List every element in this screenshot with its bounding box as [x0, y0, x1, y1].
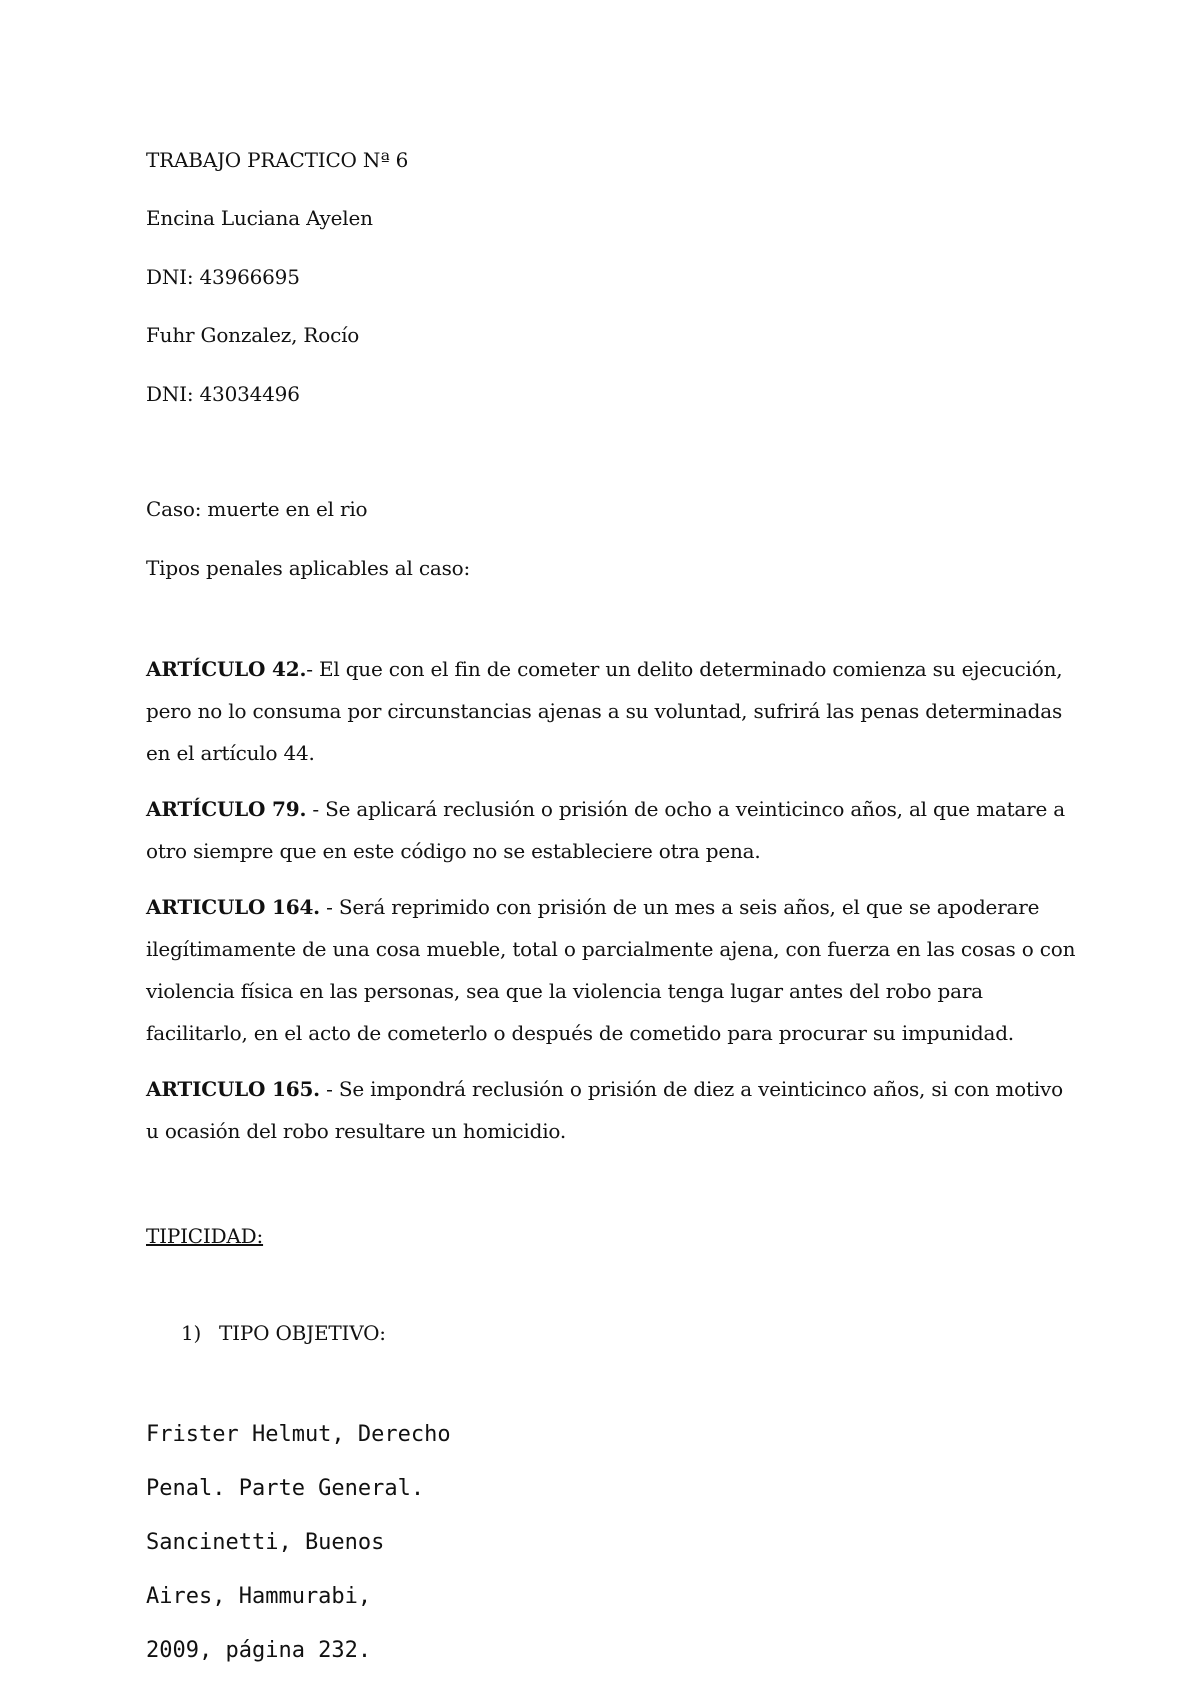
tipicidad-heading: TIPICIDAD: [146, 1224, 264, 1248]
articles-block [146, 648, 1076, 1152]
reference-line: Aires, Hammurabi, [146, 1584, 372, 1609]
case-label: Caso: muerte en el rio [146, 497, 368, 521]
article-42-heading: ARTÍCULO 42. [146, 657, 307, 681]
article-164-text: - Será reprimido con prisión de un mes a seis años, el que se apoderare ilegítimamente de una cosa mueble, total o parcialmente ajena, con fuerza en las cosas o con violencia física en las personas, sea que la violencia tenga lugar antes del robo para facilitarlo, en el acto de cometerlo o después de cometido para procurar su impunidad. [146, 895, 1076, 1045]
reference-line: Frister Helmut, Derecho [146, 1422, 451, 1447]
reference-line: Penal. Parte General. [146, 1476, 425, 1501]
article-165-heading: ARTICULO 165. [146, 1077, 320, 1101]
penal-types-label: Tipos penales aplicables al caso: [146, 556, 471, 580]
article-79-text: - Se aplicará reclusión o prisión de ocho a veinticinco años, al que matare a otro siempre que en este código no se estableciere otra pena. [146, 797, 1066, 863]
reference-line: Sancinetti, Buenos [146, 1530, 385, 1555]
list-item-label: TIPO OBJETIVO: [219, 1321, 386, 1345]
student-1-name: Encina Luciana Ayelen [146, 206, 373, 230]
list-item-tipo-objetivo [181, 1319, 386, 1347]
article-164 [146, 886, 1076, 1054]
reference-line: 2009, página 232. [146, 1638, 372, 1663]
article-42-text: - El que con el fin de cometer un delito determinado comienza su ejecución, pero no lo consuma por circunstancias ajenas a su voluntad, sufrirá las penas determinadas en el artículo 44. [146, 657, 1063, 765]
student-2-name: Fuhr Gonzalez, Rocío [146, 323, 360, 347]
list-item-number: 1) [181, 1321, 202, 1345]
article-165 [146, 1068, 1076, 1152]
article-164-heading: ARTICULO 164. [146, 895, 320, 919]
article-165-text: - Se impondrá reclusión o prisión de diez a veinticinco años, si con motivo u ocasión del robo resultare un homicidio. [146, 1077, 1063, 1143]
student-2-dni: DNI: 43034496 [146, 382, 300, 406]
student-1-dni: DNI: 43966695 [146, 265, 300, 289]
bibliographic-reference [146, 1394, 451, 1691]
article-79-heading: ARTÍCULO 79. [146, 797, 307, 821]
article-42 [146, 648, 1076, 774]
document-title: TRABAJO PRACTICO Nª 6 [146, 148, 409, 172]
article-79 [146, 788, 1076, 872]
